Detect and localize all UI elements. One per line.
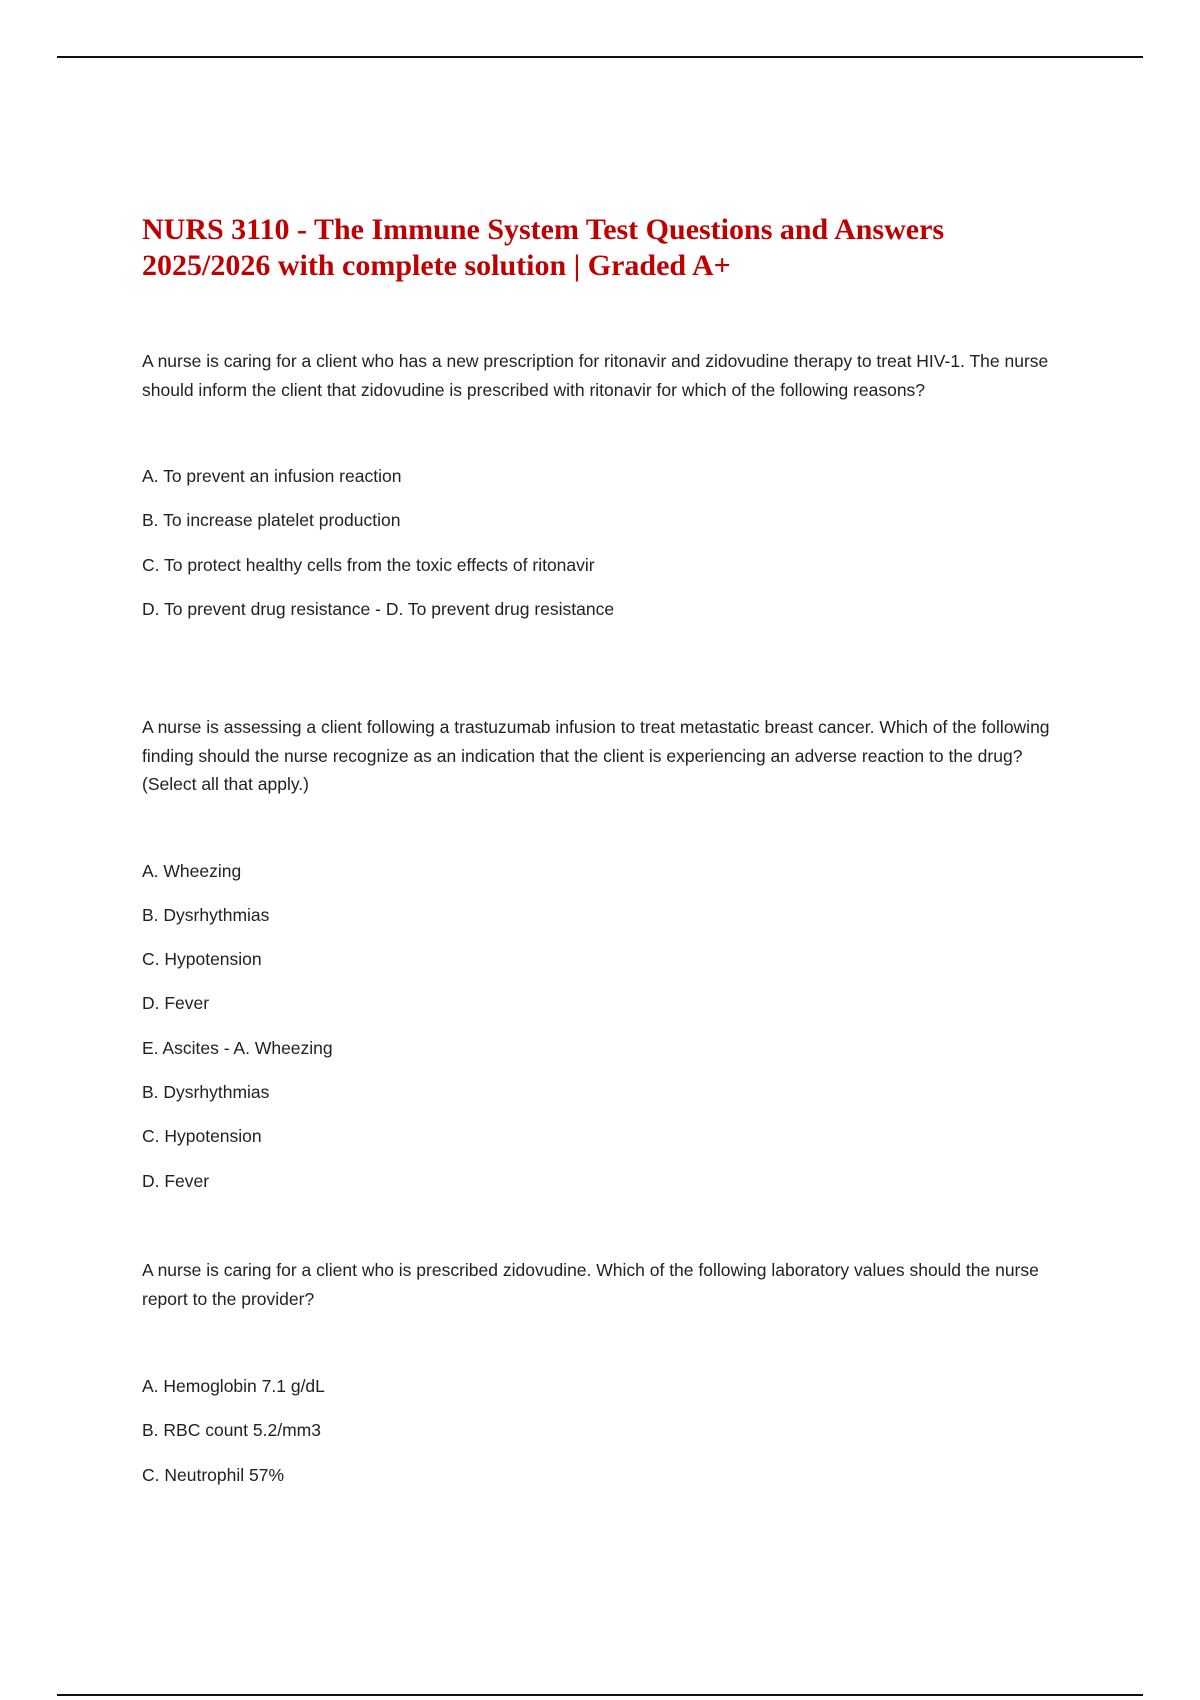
answer-option: B. Dysrhythmias (142, 1081, 270, 1102)
top-rule (57, 56, 1143, 58)
answer-option: D. To prevent drug resistance - D. To prevent drug resistance (142, 598, 615, 619)
answer-option: D. Fever (142, 1170, 210, 1191)
answer-option: A. Hemoglobin 7.1 g/dL (142, 1376, 325, 1396)
answer-option: B. To increase platelet production (142, 510, 401, 531)
question-block-1 (142, 347, 1062, 641)
question-block-3 (142, 1256, 1062, 1507)
bottom-rule (57, 1694, 1143, 1696)
answer-option: C. Hypotension (142, 949, 262, 970)
answer-option: D. Fever (142, 993, 210, 1014)
question-text: A nurse is caring for a client who is prescribed zidovudine. Which of the following laboratory values should the nurse report to the provider? (142, 1260, 1039, 1309)
answer-option: A. To prevent an infusion reaction (142, 466, 402, 486)
answer-option: C. To protect healthy cells from the toxic effects of ritonavir (142, 554, 595, 575)
answer-option: B. RBC count 5.2/mm3 (142, 1420, 321, 1441)
question-block-2 (142, 713, 1062, 1213)
answer-option: A. Wheezing (142, 860, 242, 881)
answer-option: E. Ascites - A. Wheezing (142, 1037, 333, 1058)
answer-option: C. Neutrophil 57% (142, 1464, 285, 1485)
document-title: NURS 3110 - The Immune System Test Questions and Answers 2025/2026 with complete solution | Graded A+ (142, 213, 945, 282)
answer-options (142, 1374, 1062, 1507)
answer-option: B. Dysrhythmias (142, 904, 270, 925)
answer-options (142, 859, 1062, 1213)
question-text: A nurse is assessing a client following a trastuzumab infusion to treat metastatic breast cancer. Which of the following finding should the nurse recognize as an indication that the client is experiencing an adverse reaction to the drug? (Select all that apply.) (142, 717, 1050, 794)
answer-options (142, 464, 1062, 641)
answer-option: C. Hypotension (142, 1126, 262, 1147)
question-text: A nurse is caring for a client who has a new prescription for ritonavir and zidovudine therapy to treat HIV-1. The nurse should inform the client that zidovudine is prescribed with ritonavir for which of the following reasons? (142, 351, 1049, 400)
